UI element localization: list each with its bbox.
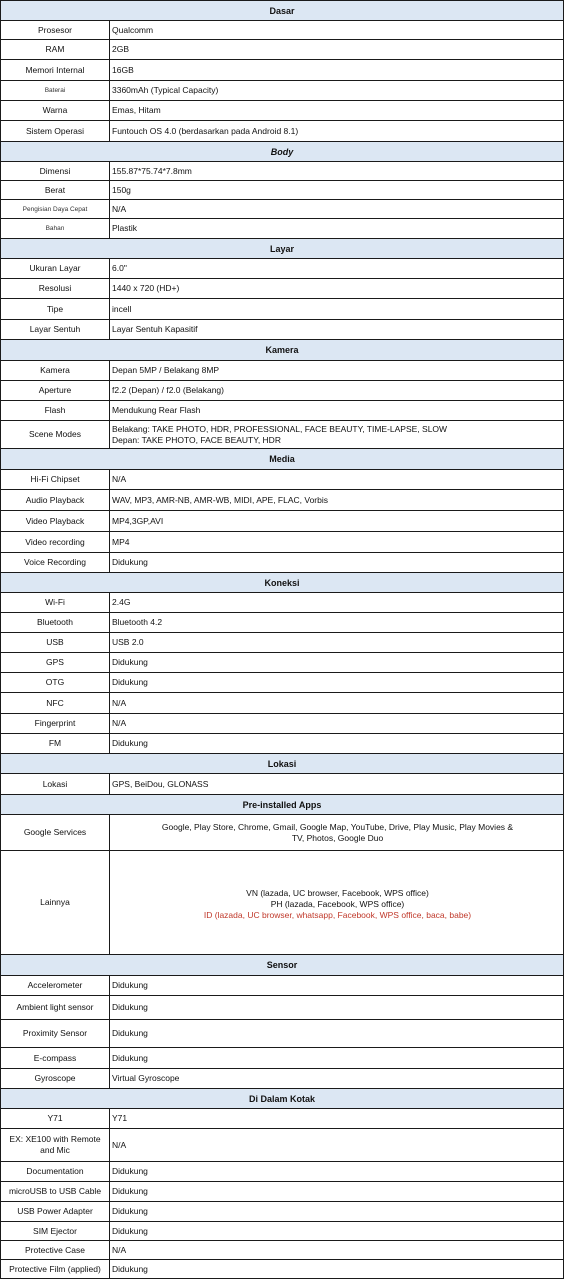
table-row [1, 814, 563, 850]
google-apps-line-1: Google, Play Store, Chrome, Gmail, Google Map, YouTube, Drive, Play Music, Play Movies & [161, 821, 514, 832]
row-label: Video Playback [1, 511, 110, 531]
table-row [1, 531, 563, 552]
row-value: N/A [112, 474, 127, 484]
row-value: USB 2.0 [112, 637, 144, 647]
row-label: Resolusi [1, 279, 110, 298]
row-label: Documentation [1, 1162, 110, 1181]
scene-line-belakang: Belakang: TAKE PHOTO, HDR, PROFESSIONAL, FACE BEAUTY, TIME-LAPSE, SLOW [112, 423, 448, 434]
table-row [1, 180, 563, 199]
row-value: 150g [112, 184, 131, 195]
row-label: Voice Recording [1, 553, 110, 572]
row-value: N/A [112, 1244, 127, 1255]
row-label: Wi-Fi [1, 593, 110, 612]
table-row [1, 489, 563, 510]
row-label: Aperture [1, 381, 110, 400]
row-label: Scene Modes [1, 421, 110, 448]
row-label: Proximity Sensor [1, 1020, 110, 1047]
table-row [1, 1259, 563, 1278]
row-label: USB [1, 633, 110, 652]
row-label: Dimensi [1, 162, 110, 180]
row-value: Bluetooth 4.2 [112, 617, 163, 627]
row-value: Emas, Hitam [112, 105, 161, 115]
table-row [1, 20, 563, 39]
table-row [1, 298, 563, 319]
row-label: Gyroscope [1, 1069, 110, 1088]
table-row [1, 1240, 563, 1259]
row-value: 3360mAh (Typical Capacity) [112, 85, 219, 95]
row-value: Depan 5MP / Belakang 8MP [112, 365, 220, 375]
row-value [110, 851, 563, 954]
row-value: Didukung [112, 1052, 148, 1063]
table-row [1, 319, 563, 339]
row-label: Tipe [1, 299, 110, 319]
row-value: 155.87*75.74*7.8mm [112, 165, 192, 176]
row-value: 2GB [112, 44, 130, 54]
section-header-koneksi: Koneksi [1, 572, 563, 592]
table-row [1, 218, 563, 238]
row-value: Didukung [112, 657, 148, 667]
row-value: Didukung [112, 1166, 148, 1176]
table-row [1, 380, 563, 400]
row-label: Lokasi [1, 774, 110, 794]
section-header-kamera: Kamera [1, 339, 563, 360]
table-row [1, 120, 563, 141]
row-value [110, 815, 563, 850]
table-row [1, 1221, 563, 1240]
row-value: Virtual Gyroscope [112, 1073, 180, 1083]
table-row [1, 975, 563, 995]
section-header-dasar: Dasar [1, 0, 563, 20]
table-row [1, 1068, 563, 1088]
row-label: EX: XE100 with Remote and Mic [1, 1129, 110, 1161]
row-label: OTG [1, 673, 110, 692]
row-value: Didukung [112, 1225, 148, 1236]
table-row [1, 652, 563, 672]
row-label: Protective Case [1, 1241, 110, 1259]
row-value: MP4,3GP,AVI [112, 515, 164, 526]
table-row [1, 592, 563, 612]
table-row [1, 995, 563, 1019]
table-row [1, 199, 563, 218]
table-row [1, 672, 563, 692]
row-value: GPS, BeiDou, GLONASS [112, 778, 209, 789]
table-row [1, 100, 563, 120]
row-label: Baterai [1, 81, 110, 100]
row-value: 16GB [112, 64, 134, 75]
section-header-kotak: Di Dalam Kotak [1, 1088, 563, 1108]
table-row [1, 612, 563, 632]
row-label: Protective Film (applied) [1, 1260, 110, 1278]
row-label: Ukuran Layar [1, 259, 110, 278]
table-row [1, 59, 563, 80]
row-value: Y71 [112, 1113, 128, 1123]
table-row [1, 258, 563, 278]
row-value: N/A [112, 697, 127, 708]
apps-id: ID (lazada, UC browser, whatsapp, Facebook, WPS office, baca, babe) [203, 910, 472, 920]
table-row [1, 1201, 563, 1221]
row-value: Plastik [112, 223, 138, 233]
table-row [1, 360, 563, 380]
apps-ph: PH (lazada, Facebook, WPS office) [270, 899, 405, 909]
row-value: Didukung [112, 1206, 148, 1216]
row-label: Hi-Fi Chipset [1, 470, 110, 489]
row-label: Flash [1, 401, 110, 420]
table-row [1, 1047, 563, 1068]
table-row [1, 552, 563, 572]
row-label: RAM [1, 40, 110, 59]
row-value: f2.2 (Depan) / f2.0 (Belakang) [112, 385, 224, 395]
table-row [1, 1181, 563, 1201]
row-value: 6.0" [112, 263, 127, 273]
row-value: WAV, MP3, AMR-NB, AMR-WB, MIDI, APE, FLAC, Vorbis [112, 494, 329, 505]
row-label: E-compass [1, 1048, 110, 1068]
table-row [1, 469, 563, 489]
table-row [1, 773, 563, 794]
section-header-body: Body [1, 141, 563, 161]
row-label: NFC [1, 693, 110, 713]
table-row [1, 632, 563, 652]
google-apps-line-2: TV, Photos, Google Duo [291, 832, 384, 843]
section-header-media: Media [1, 448, 563, 469]
table-row [1, 1128, 563, 1161]
row-label: Video recording [1, 532, 110, 552]
row-label: microUSB to USB Cable [1, 1182, 110, 1201]
apps-vn: VN (lazada, UC browser, Facebook, WPS office) [246, 888, 429, 898]
row-label: FM [1, 734, 110, 753]
row-value: Didukung [112, 1263, 148, 1274]
row-value: 1440 x 720 (HD+) [112, 283, 180, 293]
row-label: Sistem Operasi [1, 121, 110, 141]
row-label: Pengisian Daya Cepat [1, 200, 110, 218]
row-value: Didukung [112, 1028, 148, 1038]
table-row [1, 733, 563, 753]
row-label: Layar Sentuh [1, 320, 110, 339]
row-value: 2.4G [112, 597, 131, 607]
row-label: Berat [1, 181, 110, 199]
table-row [1, 420, 563, 448]
table-row [1, 1019, 563, 1047]
section-header-apps: Pre-installed Apps [1, 794, 563, 814]
row-label: Lainnya [1, 851, 110, 954]
table-row [1, 850, 563, 954]
row-label: Accelerometer [1, 976, 110, 995]
row-value: Mendukung Rear Flash [112, 405, 201, 415]
section-header-sensor: Sensor [1, 954, 563, 975]
row-label: Bahan [1, 219, 110, 238]
row-label: USB Power Adapter [1, 1202, 110, 1221]
row-label: Audio Playback [1, 490, 110, 510]
table-row [1, 1108, 563, 1128]
scene-line-depan: Depan: TAKE PHOTO, FACE BEAUTY, HDR [112, 434, 281, 445]
table-row [1, 161, 563, 180]
table-row [1, 278, 563, 298]
row-label: Kamera [1, 361, 110, 380]
section-header-lokasi: Lokasi [1, 753, 563, 773]
row-label: Prosesor [1, 21, 110, 39]
row-label: GPS [1, 653, 110, 672]
row-value [110, 421, 563, 448]
table-row [1, 400, 563, 420]
table-row [1, 39, 563, 59]
table-row [1, 692, 563, 713]
row-label: Warna [1, 101, 110, 120]
row-value: Didukung [112, 1186, 148, 1196]
row-value: Didukung [112, 557, 148, 567]
table-row [1, 80, 563, 100]
row-label: Memori Internal [1, 60, 110, 80]
row-label: Fingerprint [1, 714, 110, 733]
row-value: Qualcomm [112, 24, 154, 35]
row-label: SIM Ejector [1, 1222, 110, 1240]
row-label: Ambient light sensor [1, 996, 110, 1019]
row-value: N/A [112, 1139, 127, 1150]
row-value: incell [112, 303, 132, 314]
row-label: Google Services [1, 815, 110, 850]
row-value: Didukung [112, 980, 148, 990]
row-value: Layar Sentuh Kapasitif [112, 324, 198, 334]
table-row [1, 713, 563, 733]
row-label: Bluetooth [1, 613, 110, 632]
row-value: Didukung [112, 738, 148, 748]
row-value: Didukung [112, 677, 148, 687]
table-row [1, 1161, 563, 1181]
table-row [1, 510, 563, 531]
row-label: Y71 [1, 1109, 110, 1128]
row-value: MP4 [112, 536, 130, 547]
row-value: Funtouch OS 4.0 (berdasarkan pada Android 8.1) [112, 125, 299, 136]
row-value: N/A [112, 203, 127, 214]
row-value: N/A [112, 718, 127, 728]
row-value: Didukung [112, 1002, 148, 1012]
section-header-layar: Layar [1, 238, 563, 258]
